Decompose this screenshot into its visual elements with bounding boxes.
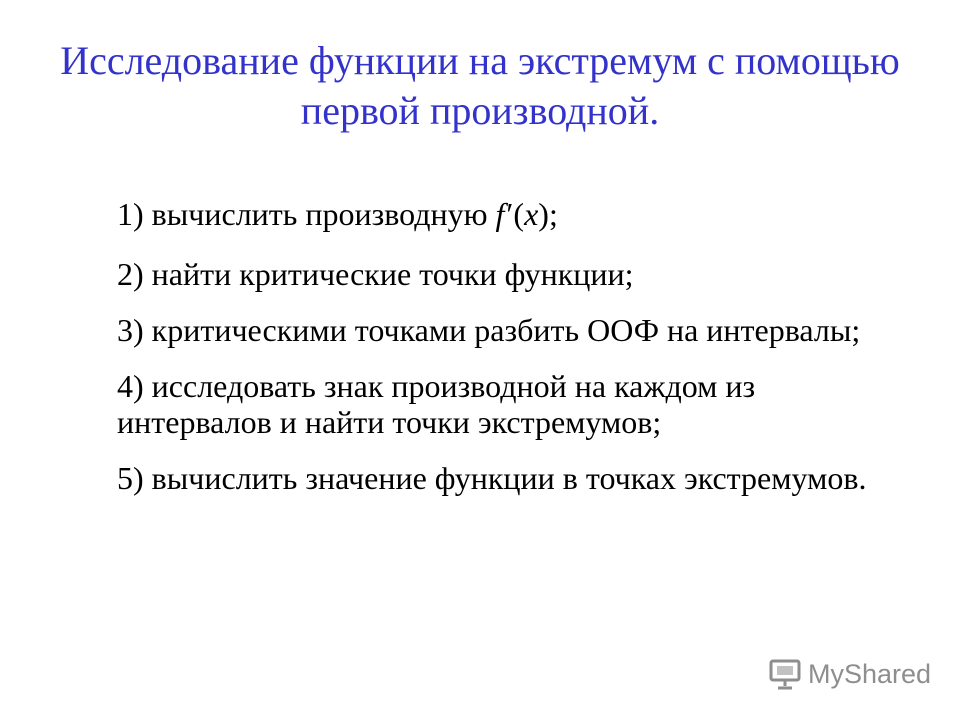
presentation-screen-icon [768, 658, 802, 690]
formula-prime: ′ [506, 196, 514, 232]
formula-open-paren: ( [513, 196, 525, 232]
formula-function: f [495, 196, 505, 232]
step-4: 4) исследовать знак производной на каждом из интервалов и найти точки экстремумов; [117, 368, 756, 440]
slide-title: Исследование функции на экстремум с помощью первой производной. [60, 38, 900, 133]
step-1-suffix: ; [548, 196, 558, 232]
derivative-formula [496, 196, 549, 232]
watermark-text: MyShared [808, 658, 932, 689]
steps-list [117, 196, 907, 516]
step-3: 3) критическими точками разбить ООФ на интервалы; [117, 312, 861, 348]
formula-close-paren: ) [538, 196, 549, 232]
step-2: 2) найти критические точки функции; [117, 256, 634, 292]
formula-variable: x [524, 196, 539, 232]
watermark [768, 657, 931, 691]
step-1-text: 1) вычислить производную [117, 196, 496, 232]
step-1 [117, 196, 907, 232]
step-5: 5) вычислить значение функции в точках экстремумов. [117, 460, 867, 496]
